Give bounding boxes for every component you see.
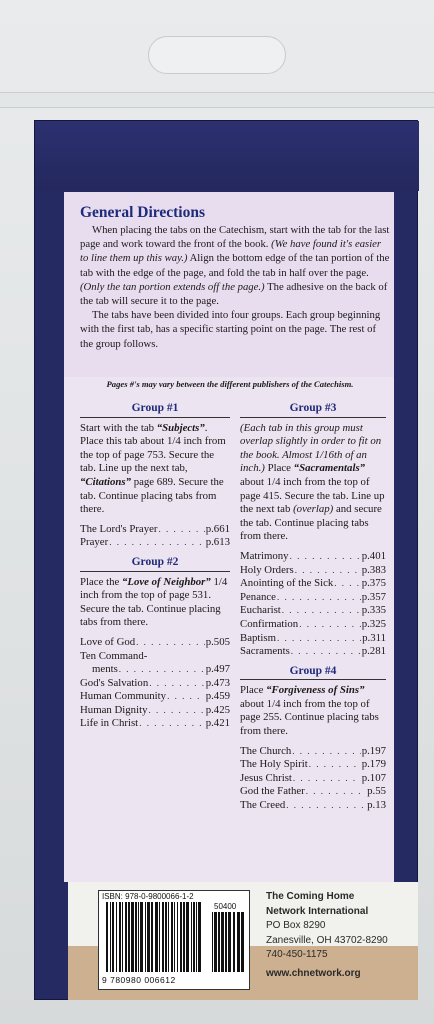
tab-entry [80,704,230,718]
tab-entry [240,618,386,632]
tab-entry-label: Life in Christ [80,717,139,730]
tab-entry-page: p.179 [361,758,386,771]
dot-leader [148,704,204,718]
hanger-hole [148,36,286,74]
barcode-addon-icon [212,912,246,972]
tab-entry-label: The Holy Spirit [240,758,308,771]
tab-entry [240,632,386,646]
publisher-name-1: The Coming Home [266,891,355,902]
dot-leader [291,645,361,659]
tab-entry-page: p.401 [361,549,386,562]
right-column [240,402,386,813]
tab-entry-page: p.505 [205,635,230,648]
tab-entry [240,591,386,605]
intro-paragraph-1 [80,223,390,308]
instr-italic: (Each tab in this group must overlap slightly in order to fit on the book. Almost 1/16th of an inch.) [240,421,382,475]
dot-leader [306,785,366,799]
barcode-digits: 9 780980 006612 [102,975,176,985]
dot-leader [334,577,360,591]
group-4-title: Group #4 [240,665,386,681]
dot-leader [293,772,361,786]
tab-entry-label: The Creed [240,799,286,812]
dot-leader [136,636,205,650]
publisher-phone: 740-450-1175 [266,949,328,960]
tab-entry-label: Holy Orders [240,563,294,576]
group-1-list [80,523,230,550]
tab-entry [240,772,386,786]
publisher-name-2: Network International [266,905,369,917]
tab-entry [240,550,386,564]
intro-text: Align the bottom edge of the tan portion of the tab with the edge of the page, and fold the tab in half over the page. [80,252,390,279]
dot-leader [149,677,204,691]
tab-name: “Citations” [80,475,132,488]
tab-entry-label: Human Dignity [80,703,148,716]
dot-leader [109,536,205,550]
tab-entry-page: p.335 [361,604,386,617]
dot-leader [119,663,205,677]
tab-entry-label: Jesus Christ [240,771,292,784]
tab-entry-page: p.107 [361,771,386,784]
tab-entry [240,745,386,759]
tab-entry-label: Confirmation [240,617,299,630]
publisher-box: PO Box 8290 [266,920,326,931]
tab-entry-page: p.425 [205,703,230,716]
tab-entry-label: Matrimony [240,549,289,562]
dot-leader [295,564,361,578]
dot-leader [286,799,366,813]
intro-italic: (We have found it's easier to line them up this way.) [80,238,382,265]
sleeve-seal [0,92,434,108]
tab-entry-page: p.613 [205,536,230,549]
group-2-title: Group #2 [80,556,230,572]
intro-paragraph-2: The tabs have been divided into four groups. Each group beginning with the first tab, has a specific starting point on the page. The rest of the group follows. [80,309,381,350]
page-title: General Directions [80,204,205,221]
instr-text: about 1/4 inch from the top of page 415. Secure the tab. Line up the next tab [240,475,385,516]
tab-entry-label: The Lord's Prayer [80,522,158,535]
tab-entry [80,636,230,650]
tab-entry-label: Love of God [80,635,136,648]
tab-entry [240,799,386,813]
intro-text: When placing the tabs on the Catechism, start with the tab for the last page and work toward the front of the book. [80,224,390,251]
general-directions-text [80,223,390,351]
tab-entry-page: p.325 [361,617,386,630]
tab-entry-page: p.197 [361,744,386,757]
tab-name: “Love of Neighbor” [121,575,211,588]
intro-text: The adhesive on the back of the tab will secure it to the page. [80,280,388,308]
tab-entry-page: p.459 [205,690,230,703]
group-3-list [240,550,386,659]
tab-name: “Subjects” [156,421,205,434]
publisher-website: www.chnetwork.org [266,967,361,979]
tab-entry [80,663,230,677]
tab-entry-page: p.375 [361,577,386,590]
publisher-city: Zanesville, OH 43702-8290 [266,934,388,946]
tab-entry-label: Prayer [80,536,109,549]
tab-entry [240,645,386,659]
tab-entry-label: ments [92,663,118,676]
tab-entry-label: The Church [240,744,292,757]
tab-entry [80,677,230,691]
tab-entry-label: Penance [240,590,276,603]
card-top-band [35,121,419,191]
instr-text: Place [264,462,294,475]
tab-entry [240,577,386,591]
dot-leader [139,717,205,731]
tab-entry-label: God the Father [240,785,305,798]
tab-entry-label: Anointing of the Sick [240,577,334,590]
instr-italic: (overlap) [293,503,334,516]
instr-text: Place [240,684,267,697]
tab-entry-page: p.383 [361,563,386,576]
tab-entry-page: p.13 [367,799,386,812]
tab-entry [80,690,230,704]
dot-leader [299,618,361,632]
tab-entry [240,785,386,799]
page-number-note: Pages #'s may vary between the different publishers of the Catechism. [106,379,354,389]
barcode-addon-digits: 50400 [214,902,237,911]
tab-entry [80,536,230,550]
isbn-text: ISBN: 978-0-9800066-1-2 [102,892,194,901]
group-2-instructions [80,576,230,630]
left-column [80,402,230,731]
group-4-list [240,745,386,813]
instr-text: page 689. Secure the tab. Continue placing tabs from there. [80,475,224,516]
instr-text: Place the [80,575,122,588]
tab-entry-label: Ten Command- [80,649,148,662]
instr-text: . Place this tab about 1/4 inch from the top of page 753. Secure the tab. Line up the next tab, [80,421,226,475]
publisher-block [266,890,388,981]
dot-leader [290,550,361,564]
tab-entry-page: p.421 [205,717,230,730]
tab-entry-label: God's Salvation [80,676,149,689]
tab-entry-label: Sacraments [240,645,290,658]
instr-text: 1/4 inch from the top of page 531. Secure the tab. Continue placing tabs from there. [80,575,228,629]
dot-leader [282,604,361,618]
tab-name: “Forgiveness of Sins” [266,684,365,697]
tab-entry-label: Human Community [80,690,167,703]
instr-text: and secure the tab. Continue placing tabs from there. [240,503,382,543]
tab-entry [80,650,230,664]
dot-leader [167,690,205,704]
tab-entry [240,758,386,772]
tab-entry-page: p.661 [205,522,230,535]
tab-entry-page: p.311 [362,631,386,644]
tab-entry-label: Baptism [240,631,276,644]
tab-entry-page: p.357 [361,590,386,603]
tab-entry [80,717,230,731]
dot-leader [277,632,361,646]
instr-text: about 1/4 inch from the top of page 255. Continue placing tabs from there. [240,697,379,738]
dot-leader [159,523,205,537]
group-1-title: Group #1 [80,402,230,418]
barcode-icon [106,902,204,972]
group-3-instructions [240,422,386,544]
group-2-list [80,636,230,731]
tab-entry-label: Eucharist [240,604,281,617]
tab-name: “Sacramentals” [293,462,366,475]
tab-entry [240,564,386,578]
dot-leader [292,745,360,759]
instr-text: Start with the tab [80,421,157,434]
group-1-instructions [80,422,230,517]
tab-entry-page: p.281 [361,645,386,658]
group-4-instructions [240,684,386,738]
tab-entry [240,604,386,618]
intro-italic: (Only the tan portion extends off the page.) [80,280,265,293]
tab-entry-page: p.473 [205,676,230,689]
group-3-title: Group #3 [240,402,386,418]
tab-entry [80,523,230,537]
dot-leader [309,758,361,772]
tab-entry-page: p.55 [367,785,386,798]
dot-leader [277,591,361,605]
tab-entry-page: p.497 [205,663,230,676]
